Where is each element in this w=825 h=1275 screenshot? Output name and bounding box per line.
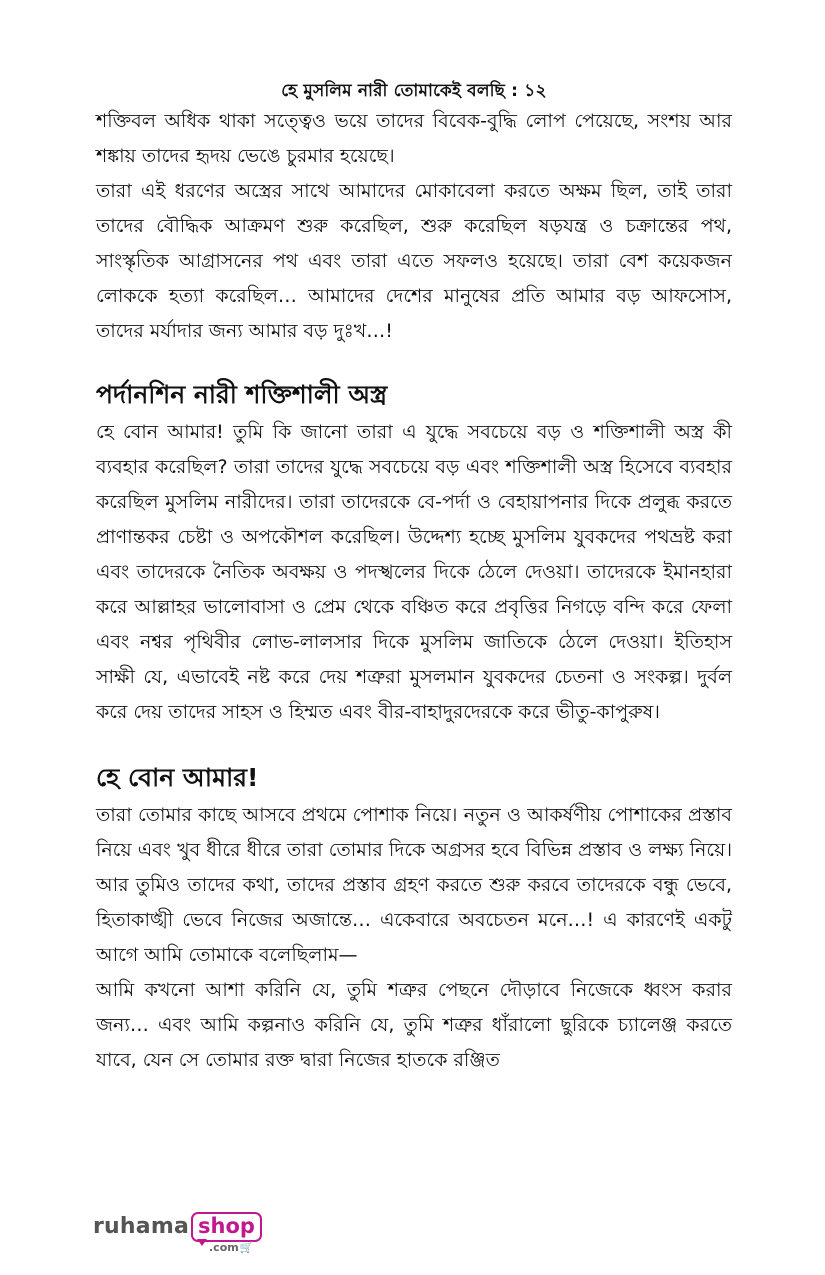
paragraph: শক্তিবল অধিক থাকা সত্ত্বেও ভয়ে তাদের বিবেক-বুদ্ধি লোপ পেয়েছে, সংশয় আর শঙ্কায় তাদের হৃদয় ভেঙে চুরমার হয়েছে। [96,110,732,167]
publisher-logo [93,1212,262,1254]
paragraph: তারা তোমার কাছে আসবে প্রথমে পোশাক নিয়ে। নতুন ও আকর্ষণীয় পোশাকের প্রস্তাব নিয়ে এবং খুব ধীরে ধীরে তারা তোমার দিকে অগ্রসর হবে বিভিন্ন প্রস্তাব ও লক্ষ্য নিয়ে। আর তুমিও তাদের কথা, তাদের প্রস্তাব গ্রহণ করতে শুরু করবে তাদেরকে বন্ধু ভেবে, হিতাকাঙ্খী ভেবে নিজের অজান্তে… একেবারে অবচেতন মনে…! এ কারণেই একটু আগে আমি তোমাকে বলেছিলাম— [96,804,732,966]
section-heading: পর্দানশিন নারী শক্তিশালী অস্ত্র [96,380,388,409]
section-o-sister [96,758,732,1078]
logo-brand-text: ruhama [93,1214,189,1239]
paragraph: হে বোন আমার! তুমি কি জানো তারা এ যুদ্ধে সবচেয়ে বড় ও শক্তিশালী অস্ত্র কী ব্যবহার করেছিল? তারা তাদের যুদ্ধে সবচেয়ে বড় এবং শক্তিশালী অস্ত্র হিসেবে ব্যবহার করেছিল মুসলিম নারীদের। তারা তাদেরকে বে-পর্দা ও বেহায়াপনার দিকে প্রলুব্ধ করতে প্রাণান্তকর চেষ্টা ও অপকৌশল করেছিল। উদ্দেশ্য হচ্ছে মুসলিম যুবকদের পথভ্রষ্ট করা এবং তাদেরকে নৈতিক অবক্ষয় ও পদস্খলের দিকে ঠেলে দেওয়া। তাদেরকে ইমানহারা করে আল্লাহর ভালোবাসা ও প্রেম থেকে বঞ্চিত করে প্রবৃত্তির নিগড়ে বন্দি করে ফেলা এবং নশ্বর পৃথিবীর লোভ-লালসার দিকে মুসলিম জাতিকে ঠেলে দেওয়া। ইতিহাস সাক্ষী যে, এভাবেই নষ্ট করে দেয় শত্রুরা মুসলমান যুবকদের চেতনা ও সংকল্প। দুর্বল করে দেয় তাদের সাহস ও হিম্মত এবং বীর-বাহাদুরদেরকে করে ভীতু-কাপুরুষ। [96,421,732,723]
paragraph: আমি কখনো আশা করিনি যে, তুমি শত্রুর পেছনে দৌড়াবে নিজেকে ধ্বংস করার জন্য… এবং আমি কল্পনাও করিনি যে, তুমি শত্রুর ধাঁরালো ছুরিকে চ্যালেঞ্জ করতে যাবে, যেন সে তোমার রক্ত দ্বারা নিজের হাতকে রঞ্জিত [96,979,732,1071]
section-intro [96,104,732,349]
shopping-cart-icon: 🛒 [239,1241,254,1254]
running-header: হে মুসলিম নারী তোমাকেই বলছি : ১২ [281,81,547,101]
book-page [96,78,732,1078]
logo-badge-text: shop [191,1212,262,1242]
logo-suffix-text: .com [209,1241,239,1254]
section-heading: হে বোন আমার! [96,763,259,792]
section-veiled-woman [96,375,732,730]
speech-bubble-tail-icon [197,1239,207,1246]
logo-suffix [209,1241,253,1254]
paragraph: তারা এই ধরণের অস্ত্রের সাথে আমাদের মোকাবেলা করতে অক্ষম ছিল, তাই তারা তাদের বৌদ্ধিক আক্রমণ শুরু করেছিল, শুরু করেছিল ষড়যন্ত্র ও চক্রান্তের পথ, সাংস্কৃতিক আগ্রাসনের পথ এবং তারা এতে সফলও হয়েছে। তারা বেশ কয়েকজন লোককে হত্যা করেছিল… আমাদের দেশের মানুষের প্রতি আমার বড় আফসোস, তাদের মর্যাদার জন্য আমার বড় দুঃখ…! [96,180,732,342]
logo-badge [191,1212,262,1254]
